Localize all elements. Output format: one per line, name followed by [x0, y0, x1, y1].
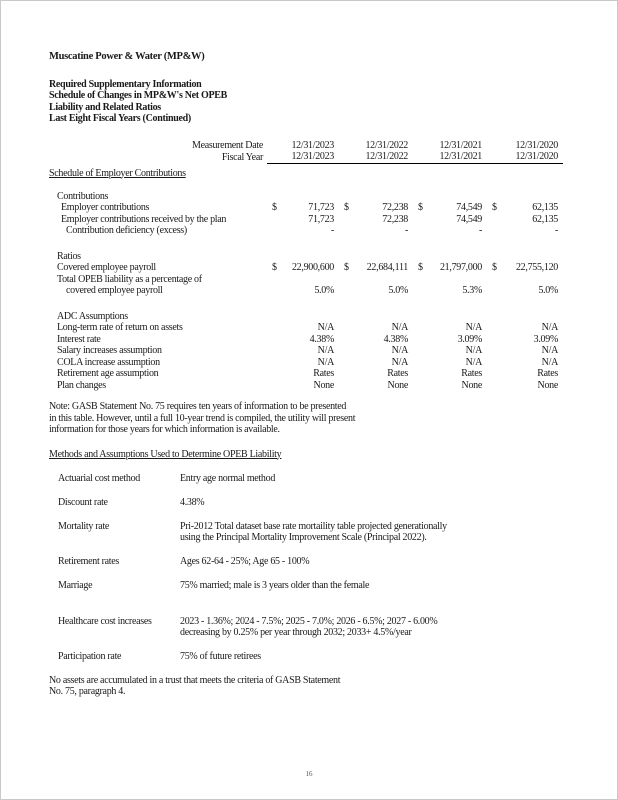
row-value: None — [387, 379, 408, 391]
row-label: COLA increase assumption — [57, 356, 160, 368]
method-desc: 4.38% — [180, 496, 205, 508]
row-value: Rates — [313, 368, 334, 379]
contributions-group-row — [49, 191, 563, 203]
employer-contributions-table — [49, 140, 563, 392]
row-label: Covered employee payroll — [57, 262, 156, 273]
row-value: 4.38% — [309, 333, 334, 345]
row-value: None — [461, 379, 482, 391]
long-term-return-row — [49, 322, 563, 334]
method-term: Marriage — [58, 580, 93, 591]
row-value: 62,135 — [532, 213, 558, 225]
method-term: Mortality rate — [58, 520, 110, 532]
ratios-group-label: Ratios — [57, 250, 81, 262]
spacer — [49, 237, 563, 251]
fiscal-year-label: Fiscal Year — [221, 152, 263, 163]
row-value: Rates — [387, 368, 408, 379]
row-value-cell — [487, 262, 563, 274]
row-value: N/A — [317, 322, 334, 333]
row-value: 71,723 — [308, 213, 334, 225]
method-item-healthcare-cost — [58, 616, 563, 639]
measurement-date-col2: 12/31/2022 — [365, 139, 408, 151]
row-value: N/A — [541, 356, 558, 368]
page-content — [49, 51, 563, 698]
row-value: 5.0% — [538, 285, 558, 296]
row-value-cell — [413, 202, 487, 214]
row-value: Rates — [461, 368, 482, 379]
row-label: Total OPEB liability as a percentage of — [57, 273, 202, 285]
methods-section — [49, 449, 563, 663]
contributions-received-row — [49, 214, 563, 226]
adc-group-label: ADC Assumptions — [57, 310, 128, 322]
method-term: Retirement rates — [58, 556, 120, 567]
measurement-date-col1: 12/31/2023 — [291, 139, 334, 151]
total-opeb-percentage-row-1 — [49, 274, 563, 286]
row-value: N/A — [465, 322, 482, 333]
methods-list — [49, 473, 563, 663]
contribution-deficiency-row — [49, 225, 563, 237]
covered-payroll-row — [49, 262, 563, 274]
row-value: - — [404, 225, 408, 236]
contributions-group-label: Contributions — [57, 190, 109, 202]
currency-symbol: $ — [344, 202, 349, 213]
method-item-discount-rate — [58, 497, 563, 509]
row-label: Retirement age assumption — [57, 368, 159, 379]
fiscal-year-col2: 12/31/2022 — [339, 151, 413, 164]
ratios-group-row — [49, 251, 563, 263]
method-term: Participation rate — [58, 651, 122, 662]
row-label: Plan changes — [57, 379, 106, 391]
no-assets-note — [49, 675, 563, 698]
row-label: Employer contributions — [61, 202, 150, 213]
company-title: Muscatine Power & Water (MP&W) — [49, 51, 205, 62]
spacer — [49, 297, 563, 311]
row-value: 74,549 — [456, 213, 482, 225]
row-value-cell — [413, 262, 487, 274]
row-value: - — [478, 225, 482, 236]
row-value: Rates — [537, 368, 558, 379]
no-assets-note-line-2: No. 75, paragraph 4. — [49, 686, 126, 697]
measurement-date-col3: 12/31/2021 — [439, 139, 482, 151]
adc-group-row — [49, 311, 563, 323]
row-value: 4.38% — [383, 333, 408, 345]
row-value: N/A — [317, 356, 334, 368]
row-value-cell — [267, 202, 339, 214]
gasb-note — [49, 401, 563, 436]
row-value: 21,797,000 — [439, 262, 482, 273]
row-label: Salary increases assumption — [57, 345, 162, 356]
table-section-title: Schedule of Employer Contributions — [49, 167, 186, 179]
currency-symbol: $ — [492, 262, 497, 273]
row-value: - — [554, 225, 558, 236]
report-title-line-4: Last Eight Fiscal Years (Continued) — [49, 113, 191, 124]
plan-changes-row — [49, 380, 563, 392]
row-value: N/A — [465, 356, 482, 368]
report-title-line-1: Required Supplementary Information — [49, 78, 202, 90]
row-value: None — [313, 379, 334, 391]
total-opeb-percentage-row-2 — [49, 285, 563, 297]
row-label: Interest rate — [57, 333, 101, 345]
currency-symbol: $ — [272, 202, 277, 213]
currency-symbol: $ — [492, 202, 497, 213]
currency-symbol: $ — [418, 202, 423, 213]
spacer — [49, 179, 563, 191]
row-value: 72,238 — [382, 213, 408, 225]
row-value-cell — [339, 202, 413, 214]
measurement-date-row — [49, 140, 563, 152]
fiscal-year-col4: 12/31/2020 — [487, 151, 563, 164]
method-desc: 2023 - 1.36%; 2024 - 7.5%; 2025 - 7.0%; 2026 - 6.5%; 2027 - 6.00% decreasing by 0.25% per year through 2032; 2033+ 4.5%/year — [180, 615, 438, 638]
row-value: 71,723 — [308, 202, 334, 213]
method-term: Actuarial cost method — [58, 472, 141, 484]
row-label: Long-term rate of return on assets — [57, 322, 183, 333]
gasb-note-line-3: information for those years for which information is available. — [49, 424, 280, 435]
measurement-date-col4: 12/31/2020 — [515, 139, 558, 151]
row-value: None — [537, 379, 558, 391]
row-value: 22,755,120 — [515, 262, 558, 273]
row-value: N/A — [391, 345, 408, 356]
report-title-block — [49, 79, 563, 125]
row-label: covered employee payroll — [66, 285, 163, 296]
row-value: N/A — [541, 345, 558, 356]
method-term: Discount rate — [58, 496, 108, 508]
row-value: 5.0% — [314, 285, 334, 296]
page-number: 16 — [305, 770, 313, 778]
row-label: Contribution deficiency (excess) — [66, 225, 187, 236]
method-item-participation-rate — [58, 651, 563, 663]
fiscal-year-col3: 12/31/2021 — [413, 151, 487, 164]
interest-rate-row — [49, 334, 563, 346]
method-desc: 75% married; male is 3 years older than the female — [180, 580, 370, 591]
row-label: Employer contributions received by the plan — [61, 213, 227, 225]
row-value-cell — [339, 262, 413, 274]
row-value: N/A — [391, 356, 408, 368]
row-value: 3.09% — [533, 333, 558, 345]
methods-section-title: Methods and Assumptions Used to Determine OPEB Liability — [49, 448, 282, 460]
measurement-date-label: Measurement Date — [191, 139, 263, 151]
row-value: N/A — [465, 345, 482, 356]
row-value-cell — [267, 262, 339, 274]
row-value: 74,549 — [456, 202, 482, 213]
method-desc: Pri-2012 Total dataset base rate mortaility table projected generationally using the Principal Mortality Improvement Scale (Principal 2022). — [180, 520, 447, 543]
row-value: N/A — [541, 322, 558, 333]
row-value: N/A — [391, 322, 408, 333]
gasb-note-line-1: Note: GASB Statement No. 75 requires ten years of information to be presented — [49, 401, 347, 412]
row-value: 72,238 — [382, 202, 408, 213]
method-term: Healthcare cost increases — [58, 615, 152, 627]
method-item-marriage — [58, 580, 563, 592]
method-item-actuarial-cost — [58, 473, 563, 485]
fiscal-year-row — [49, 151, 563, 164]
method-item-retirement-rates — [58, 556, 563, 568]
fiscal-year-col1: 12/31/2023 — [267, 151, 339, 164]
employer-contributions-row — [49, 202, 563, 214]
row-value: 62,135 — [532, 202, 558, 213]
method-desc: 75% of future retirees — [180, 651, 261, 662]
no-assets-note-line-1: No assets are accumulated in a trust that meets the criteria of GASB Statement — [49, 674, 341, 686]
row-value-cell — [487, 202, 563, 214]
currency-symbol: $ — [272, 262, 277, 273]
report-title-line-2: Schedule of Changes in MP&W's Net OPEB — [49, 90, 228, 101]
method-desc: Entry age normal method — [180, 472, 276, 484]
row-value: 22,900,600 — [291, 262, 334, 273]
row-value: - — [330, 225, 334, 236]
row-value: 5.3% — [462, 285, 482, 296]
method-desc: Ages 62-64 - 25%; Age 65 - 100% — [180, 556, 310, 567]
currency-symbol: $ — [344, 262, 349, 273]
salary-increases-row — [49, 345, 563, 357]
row-value: 5.0% — [388, 285, 408, 296]
gasb-note-line-2: in this table. However, until a full 10-year trend is compiled, the utility will present — [49, 412, 356, 424]
row-value: N/A — [317, 345, 334, 356]
report-title-line-3: Liability and Related Ratios — [49, 101, 161, 113]
method-item-mortality-rate — [58, 521, 563, 544]
row-value: 3.09% — [457, 333, 482, 345]
row-value: 22,684,111 — [366, 262, 408, 273]
table-section-title-row — [49, 168, 563, 180]
retirement-age-row — [49, 368, 563, 380]
currency-symbol: $ — [418, 262, 423, 273]
cola-increase-row — [49, 357, 563, 369]
